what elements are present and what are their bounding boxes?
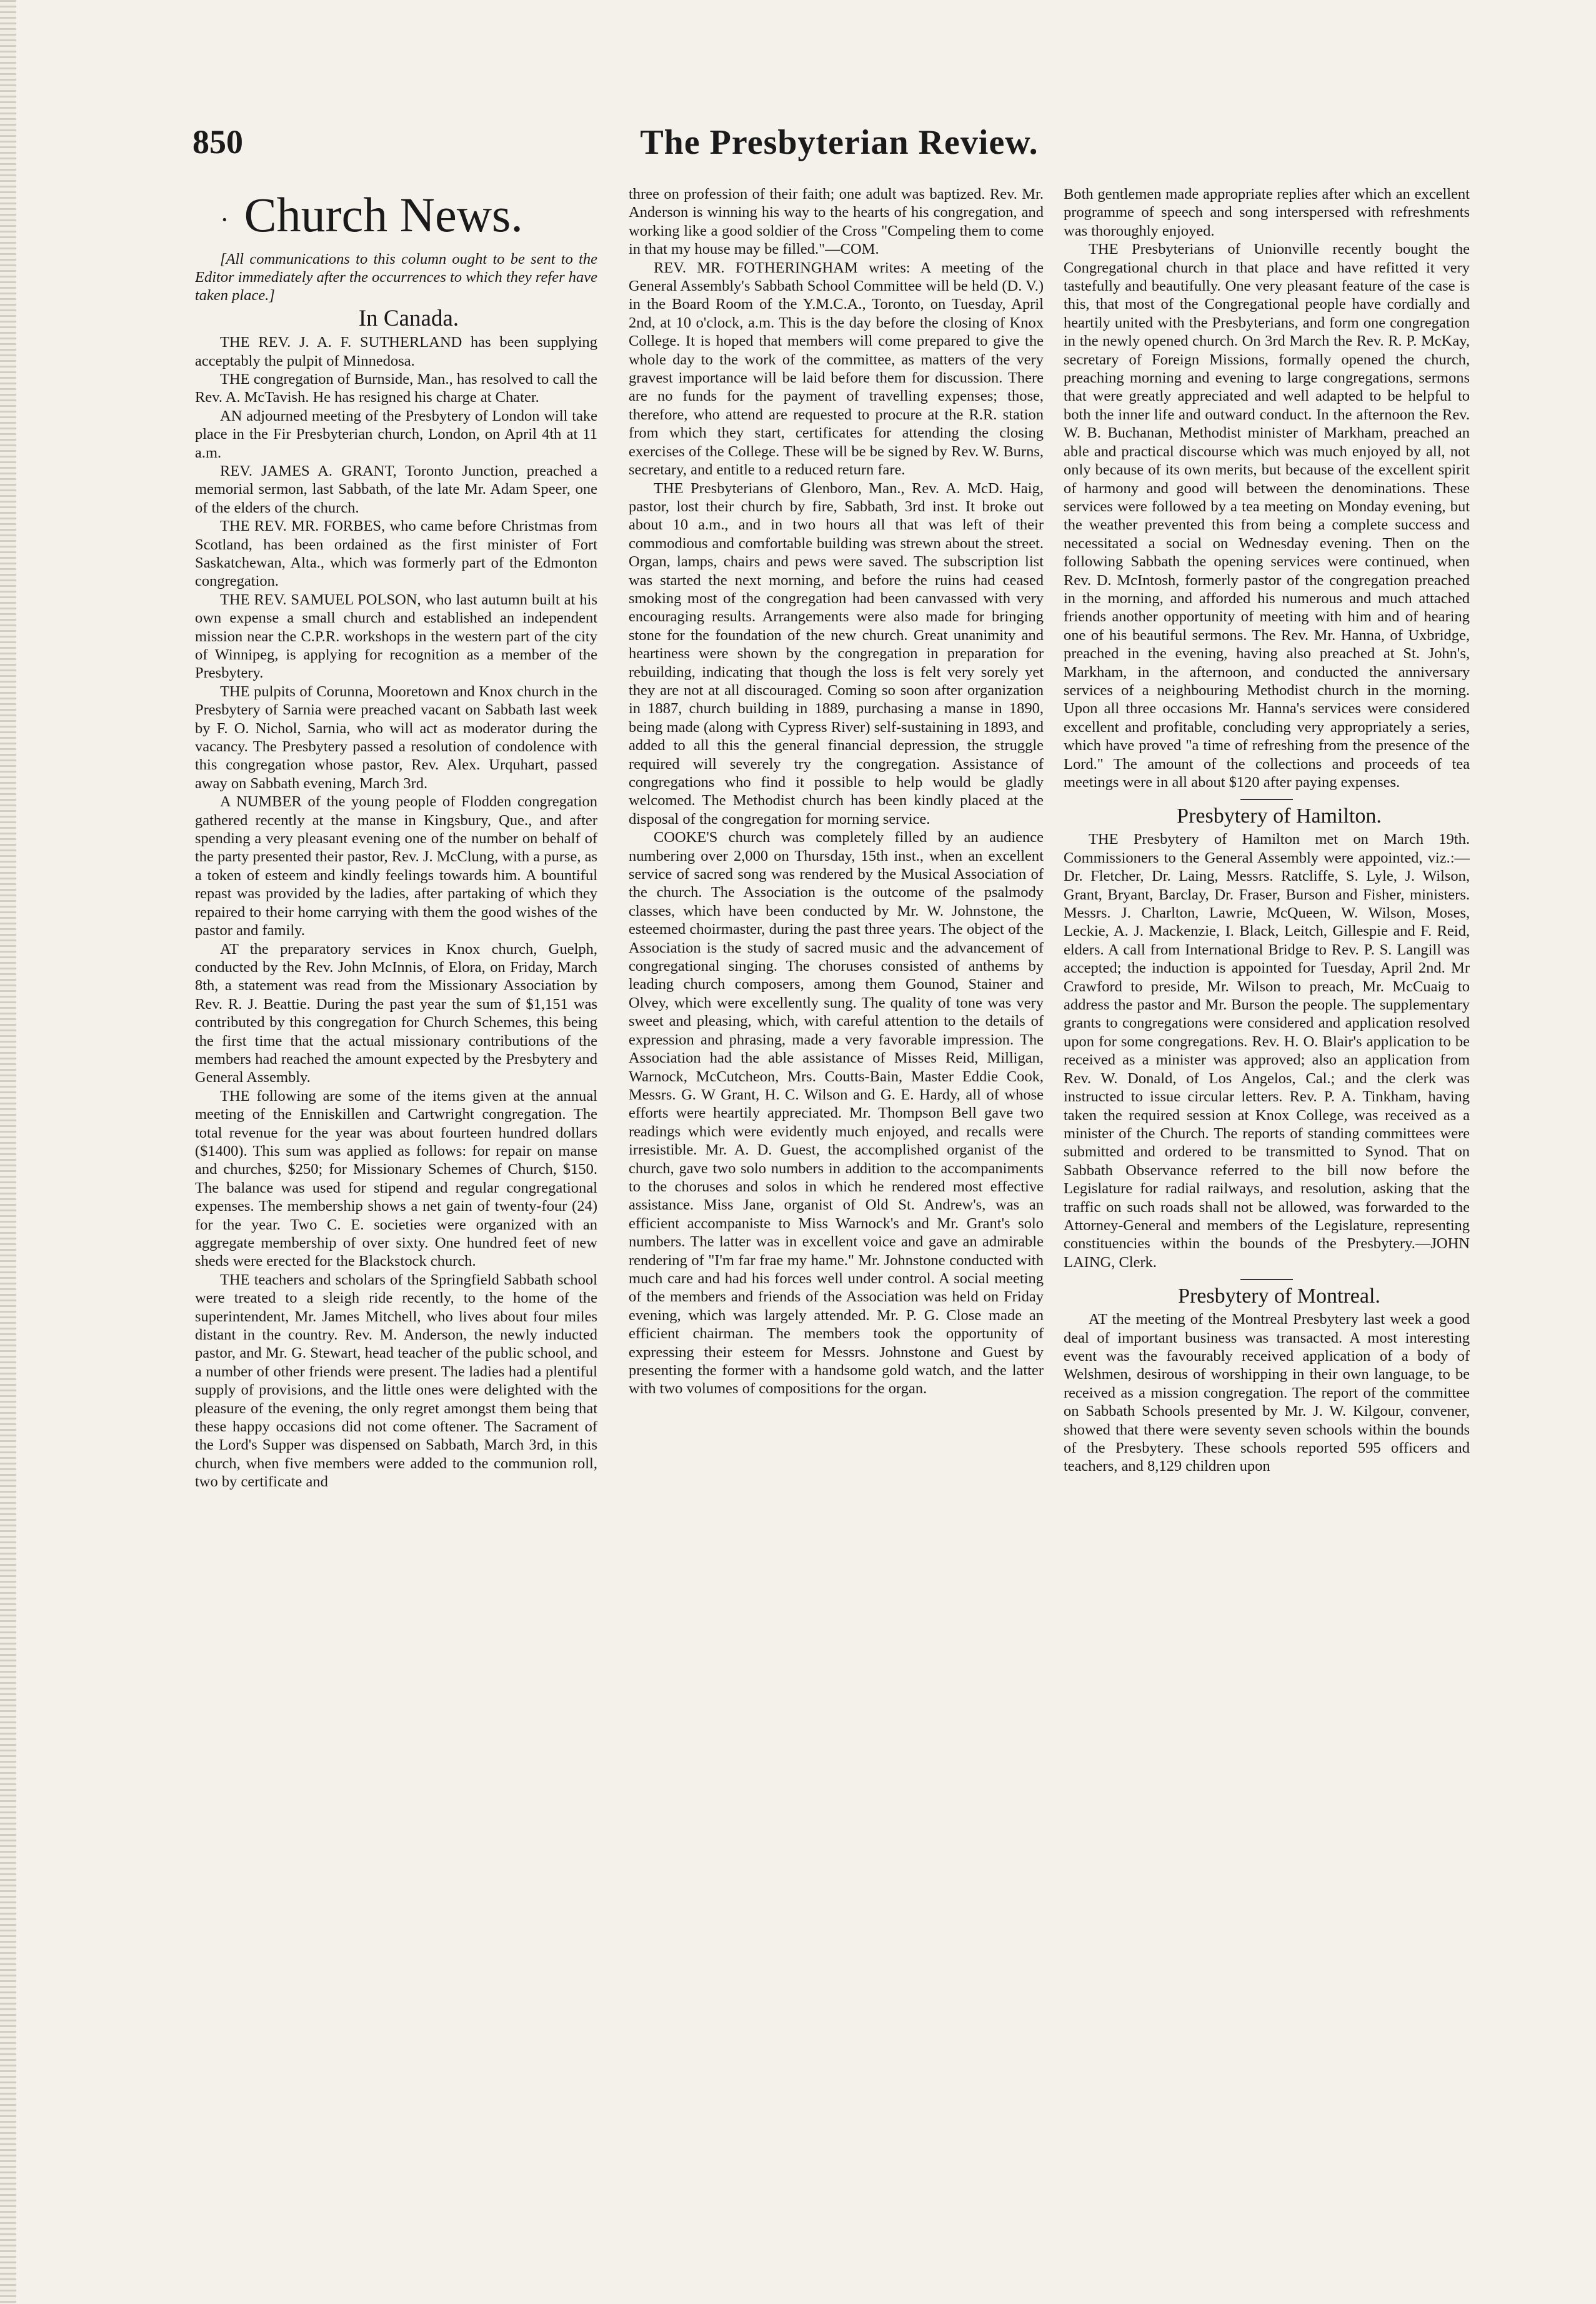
news-item: REV. JAMES A. GRANT, Toronto Junction, preached a memorial sermon, last Sabbath, of the late Mr. Adam Speer, one of the elders of the church. — [195, 462, 597, 516]
page-header — [192, 123, 1486, 173]
news-item: THE REV. SAMUEL POLSON, who last autumn built at his own expense a small church and established an independent mission near the C.P.R. workshops in the western part of the city of Winnipeg, is applying for recognition as a member of the Presbytery. — [195, 591, 597, 682]
page-number: 850 — [192, 123, 243, 161]
news-item: THE congregation of Burnside, Man., has resolved to call the Rev. A. McTavish. He has resigned his charge at Chater. — [195, 370, 597, 406]
editorial-notice: [All communications to this column ought to be sent to the Editor immediately after the occurrences to which they refer have taken place.] — [195, 251, 597, 304]
news-item: AT the preparatory services in Knox church, Guelph, conducted by the Rev. John McInnis, of Elora, on Friday, March 8th, a statement was read from the Missionary Association by Rev. R. J. Beattie. During the past year the sum of $1,151 was contributed by this congregation for Church Schemes, this being the first time that the actual missionary contributions of the members had reached the amount expected by the Presbytery and General Assembly. — [195, 940, 597, 1086]
news-item: A NUMBER of the young people of Flodden congregation gathered recently at the manse in Kingsbury, Que., and after spending a very pleasant evening one of the number on behalf of the party presented their pastor, Rev. J. McClung, with a purse, as a token of esteem and kindly feelings towards him. A bountiful repast was provided by the ladies, after partaking of which they repaired to their home carrying with them the good wishes of the pastor and family. — [195, 793, 597, 939]
section-divider — [1240, 1279, 1293, 1280]
news-item: AT the meeting of the Montreal Presbytery last week a good deal of important business was transacted. A most interesting event was the favourably received application of a body of Welshmen, desirous of worshipping in their own language, to be received as a mission congregation. The report of the committee on Sabbath Schools presented by Mr. J. W. Kilgour, convener, showed that there were seventy seven schools within the bounds of the Presbytery. These schools reported 595 officers and teachers, and 8,129 children upon — [1064, 1311, 1470, 1475]
news-item: THE Presbytery of Hamilton met on March 19th. Commissioners to the General Assembly were appointed, viz.:—Dr. Fletcher, Dr. Laing, Messrs. Ratcliffe, S. Lyle, J. Wilson, Grant, Bryant, Barclay, Dr. Fraser, Burson and Fisher, ministers. Messrs. J. Charlton, Lawrie, McQueen, W. Wilson, Moses, Leckie, A. J. Mackenzie, I. Black, Leitch, Gillespie and F. Reid, elders. A call from International Bridge to Rev. P. S. Langill was accepted; the induction is appointed for Tuesday, April 2nd. Mr Crawford to preside, Mr. Wilson to preach, Mr. McCuaig to address the pastor and Mr. Burson the people. The supplementary grants to congregations were considered and application resolved upon for some congregations. Rev. H. O. Blair's application to be received as a minister was approved; also an application from Rev. W. Donald, of Los Angelos, Cal.; and the clerk was instructed to issue circular letters. Rev. P. A. Tinkham, having taken the required session at Knox College, was received as a minister of the Church. The reports of standing committees were submitted and ordered to be transmitted to Synod. That on Sabbath Observance referred to the bill now before the Legislature for radial railways, and resolution, asking that the traffic on such roads shall not be allowed, was forwarded to the Attorney-General and members of the Legislature, representing constituencies within the bounds of the Presbytery.—JOHN LAING, Clerk. — [1064, 831, 1470, 1271]
news-item: REV. MR. FOTHERINGHAM writes: A meeting of the General Assembly's Sabbath School Committee will be held (D. V.) in the Board Room of the Y.M.C.A., Toronto, on Tuesday, April 2nd, at 10 o'clock, a.m. This is the day before the closing of Knox College. It is hoped that members will come prepared to give the whole day to the work of the committee, as matters of the very gravest importance will be laid before them for discussion. There are no funds for the payment of travelling expenses; those, therefore, who attend are requested to procure at the R.R. station from which they start, certificates for attending the closing exercises of the College. These will be be signed by Rev. W. Burns, secretary, and entitle to a reduced return fare. — [629, 259, 1044, 479]
news-item: AN adjourned meeting of the Presbytery of London will take place in the Fir Presbyterian church, London, on April 4th at 11 a.m. — [195, 407, 597, 461]
page-edge — [0, 0, 16, 2304]
subheading-presbytery-montreal: Presbytery of Montreal. — [1178, 1285, 1380, 1308]
news-item-continued: three on profession of their faith; one adult was baptized. Rev. Mr. Anderson is winning his way to the hearts of his congregation, and working like a good soldier of the Cross "Compeling them to come in that my house may be filled."—COM. — [629, 186, 1044, 258]
news-item: COOKE'S church was completely filled by an audience numbering over 2,000 on Thursday, 15th inst., when an excellent service of sacred song was rendered by the Musical Association of the church. The Association is the outcome of the psalmody classes, which have been conducted by Mr. W. Johnstone, the esteemed choirmaster, during the past three years. The object of the Association is the study of sacred music and the advancement of congregational singing. The choruses consisted of anthems by leading church composers, among them Gounod, Stainer and Olvey, which were excellently sung. The quality of tone was very sweet and pleasing, which, with careful attention to the details of expression and phrasing, made a very favorable impression. The Association had the able assistance of Misses Reid, Milligan, Warnock, McCutcheon, Mrs. Coutts-Bain, Master Eddie Cook, Messrs. G. W Grant, H. C. Wilson and G. E. Hardy, all of whose efforts were heartily appreciated. Mr. Thompson Bell gave two readings which were evidently much enjoyed, and recalls were irresistible. Mr. A. D. Guest, the accomplished organist of the church, gave two solo numbers in addition to the accompaniments to the choruses and solos in which he rendered most effective assistance. Miss Jane, organist of Old St. Andrew's, was an efficient accompaniste to Miss Warnock's and Mr. Grant's solo numbers. The latter was in excellent voice and gave an admirable rendering of "I'm far frae my hame." Mr. Johnstone conducted with much care and had his forces well under control. A social meeting of the members and friends of the Association was held on Friday evening, which was largely attended. Mr. P. G. Close made an efficient chairman. The members took the opportunity of expressing their esteem for Messrs. Johnstone and Guest by presenting the former with a handsome gold watch, and the latter with two volumes of compositions for the organ. — [629, 829, 1044, 1398]
column-1 — [195, 185, 597, 2248]
section-divider — [1240, 799, 1293, 800]
news-item: THE REV. J. A. F. SUTHERLAND has been supplying acceptably the pulpit of Minnedosa. — [195, 334, 597, 369]
news-item: THE Presbyterians of Glenboro, Man., Rev. A. McD. Haig, pastor, lost their church by fire, Sabbath, 3rd inst. It broke out about 10 a.m., and in two hours all that was left of their commodious and comfortable building was strewn about the street. Organ, lamps, chairs and pews were saved. The subscription list was started the next morning, and before the ruins had ceased smoking most of the congregation had been canvassed with very encouraging results. Arrangements were also made for bringing stone for the foundation of the new church. Great unanimity and heartiness were shown by the congregation in preparation for rebuilding, indicating that though the loss is felt very sorely yet they are not at all discouraged. Coming so soon after organization in 1887, church building in 1889, purchasing a manse in 1890, being made (along with Cypress River) self-sustaining in 1893, and added to all this the general financial depression, the struggle required will severely try the congregation. Assistance of congregations who find it possible to help would be gladly welcomed. The Methodist church has been kindly placed at the disposal of the congregation for morning service. — [629, 479, 1044, 828]
bullet-mark: · — [220, 204, 229, 236]
section-title-text: Church News. — [244, 188, 523, 242]
news-item: THE teachers and scholars of the Springfield Sabbath school were treated to a sleigh ride recently, to the home of the superintendent, Mr. James Mitchell, who lives about four miles distant in the country. Rev. M. Anderson, the newly inducted pastor, and Mr. G. Stewart, head teacher of the public school, and a number of other friends were present. The ladies had a plentiful supply of provisions, and the little ones were delighted with the pleasure of the evening, the only regret amongst them being that these happy occasions did not come oftener. The Sacrament of the Lord's Supper was dispensed on Sabbath, March 3rd, in this church, when five members were added to the communion roll, two by certificate and — [195, 1271, 597, 1491]
news-item: THE Presbyterians of Unionville recently bought the Congregational church in that place and have refitted it very tastefully and beautifully. One very pleasant feature of the case is this, that most of the Congregational people have cordially and heartily united with the Presbyterians, and form one congregation in the newly opened church. On 3rd March the Rev. R. P. McKay, secretary of Foreign Missions, formally opened the church, preaching morning and evening to large congregations, sermons that were greatly appreciated and well adapted to be helpful to both the inner life and outward conduct. In the afternoon the Rev. W. B. Buchanan, Methodist minister of Markham, preached an able and practical discourse which was much enjoyed by all, not only because of its own merits, but because of the excellent spirit of harmony and good will between the denominations. These services were followed by a tea meeting on Monday evening, but the weather prevented this from being a complete success and necessitated a social on Wednesday evening. Then on the following Sabbath the opening services were continued, when Rev. D. McIntosh, formerly pastor of the congregation preached in the morning, and afforded his numerous and much attached friends another opportunity of meeting with him and of hearing one of his beautiful sermons. The Rev. Mr. Hanna, of Uxbridge, preached in the evening, having also preached at St. John's, Markham, in the afternoon, and conducted the anniversary services of a neighbouring Methodist church in the morning. Upon all three occasions Mr. Hanna's services were considered excellent and profitable, concluding very appropriately a series, which have proved "a time of refreshing from the presence of the Lord." The amount of the collections and proceeds of tea meetings were in all about $120 after paying expenses. — [1064, 241, 1470, 791]
news-item: THE following are some of the items given at the annual meeting of the Enniskillen and Cartwright congregation. The total revenue for the year was about fourteen hundred dollars ($1400). This sum was applied as follows: for repair on manse and churches, $250; for Missionary Schemes of Church, $150. The balance was used for stipend and regular congregational expenses. The membership shows a net gain of twenty-four (24) for the year. Two C. E. societies were organized with an aggregate membership of over sixty. One hundred feet of new sheds were erected for the Blackstock church. — [195, 1087, 597, 1270]
journal-title: The Presbyterian Review. — [640, 123, 1039, 162]
subheading-presbytery-hamilton: Presbytery of Hamilton. — [1177, 804, 1382, 828]
section-title — [195, 185, 597, 250]
news-item: THE REV. MR. FORBES, who came before Christmas from Scotland, has been ordained as the first minister of Fort Saskatchewan, Alta., which was formerly part of the Edmonton congregation. — [195, 518, 597, 590]
subheading-in-canada: In Canada. — [358, 306, 459, 332]
column-2 — [629, 185, 1044, 2248]
column-3 — [1064, 185, 1470, 2248]
news-item-continued: Both gentlemen made appropriate replies after which an excellent programme of speech and song interspersed with refreshments was thoroughly enjoyed. — [1064, 186, 1470, 239]
news-item: THE pulpits of Corunna, Mooretown and Knox church in the Presbytery of Sarnia were preached vacant on Sabbath last week by F. O. Nichol, Sarnia, who will act as moderator during the vacancy. The Presbytery passed a resolution of condolence with this congregation whose pastor, Rev. Alex. Urquhart, passed away on Sabbath evening, March 3rd. — [195, 683, 597, 792]
